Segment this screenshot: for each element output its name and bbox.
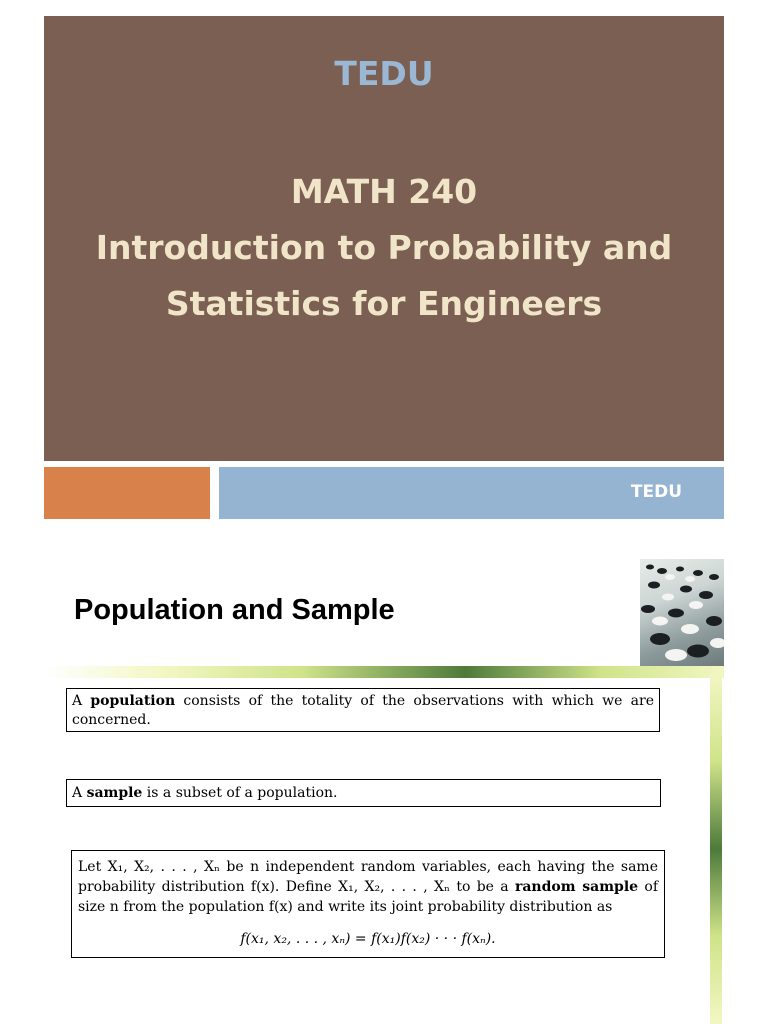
decorative-vertical-bar <box>710 674 722 1024</box>
term-population: population <box>90 693 176 709</box>
course-code: MATH 240 <box>290 172 478 211</box>
blue-footer-bar <box>219 467 724 519</box>
decorative-horizontal-bar <box>44 666 724 678</box>
definition-text: of size n from the population f(x) and write its joint probability distribution as <box>78 879 658 915</box>
slide-title: Population and Sample <box>74 594 395 626</box>
term-sample: sample <box>86 785 143 801</box>
joint-distribution-formula <box>78 929 658 949</box>
definition-text: A <box>72 693 91 709</box>
course-title-line1: Introduction to Probability and <box>95 228 673 267</box>
footer-institution-label: TEDU <box>630 482 682 502</box>
course-title <box>44 164 724 332</box>
title-panel <box>44 16 724 461</box>
title-slide <box>44 16 724 521</box>
definition-text: Let X₁, X₂, . . . , Xₙ be n independent random variables, each having the same probability distribution f(x). Define X₁, X₂, . . . , Xₙ to be a <box>78 859 658 895</box>
definition-text: is a subset of a population. <box>142 785 338 801</box>
sample-definition <box>66 779 661 807</box>
formula-text: f(x₁, x₂, . . . , xₙ) = f(x₁)f(x₂) · · · f(xₙ). <box>240 931 496 947</box>
go-stones-icon <box>640 559 724 667</box>
content-slide <box>44 548 724 1024</box>
orange-accent-bar <box>44 467 210 519</box>
go-stones-image <box>640 559 724 667</box>
course-title-line2: Statistics for Engineers <box>165 284 603 323</box>
term-random-sample: random sample <box>514 879 639 895</box>
definition-text: A <box>72 785 87 801</box>
population-definition <box>66 688 660 732</box>
random-sample-definition <box>71 850 665 958</box>
institution-heading: TEDU <box>334 54 434 93</box>
definition-text: consists of the totality of the observations with which we are concerned. <box>72 693 654 728</box>
